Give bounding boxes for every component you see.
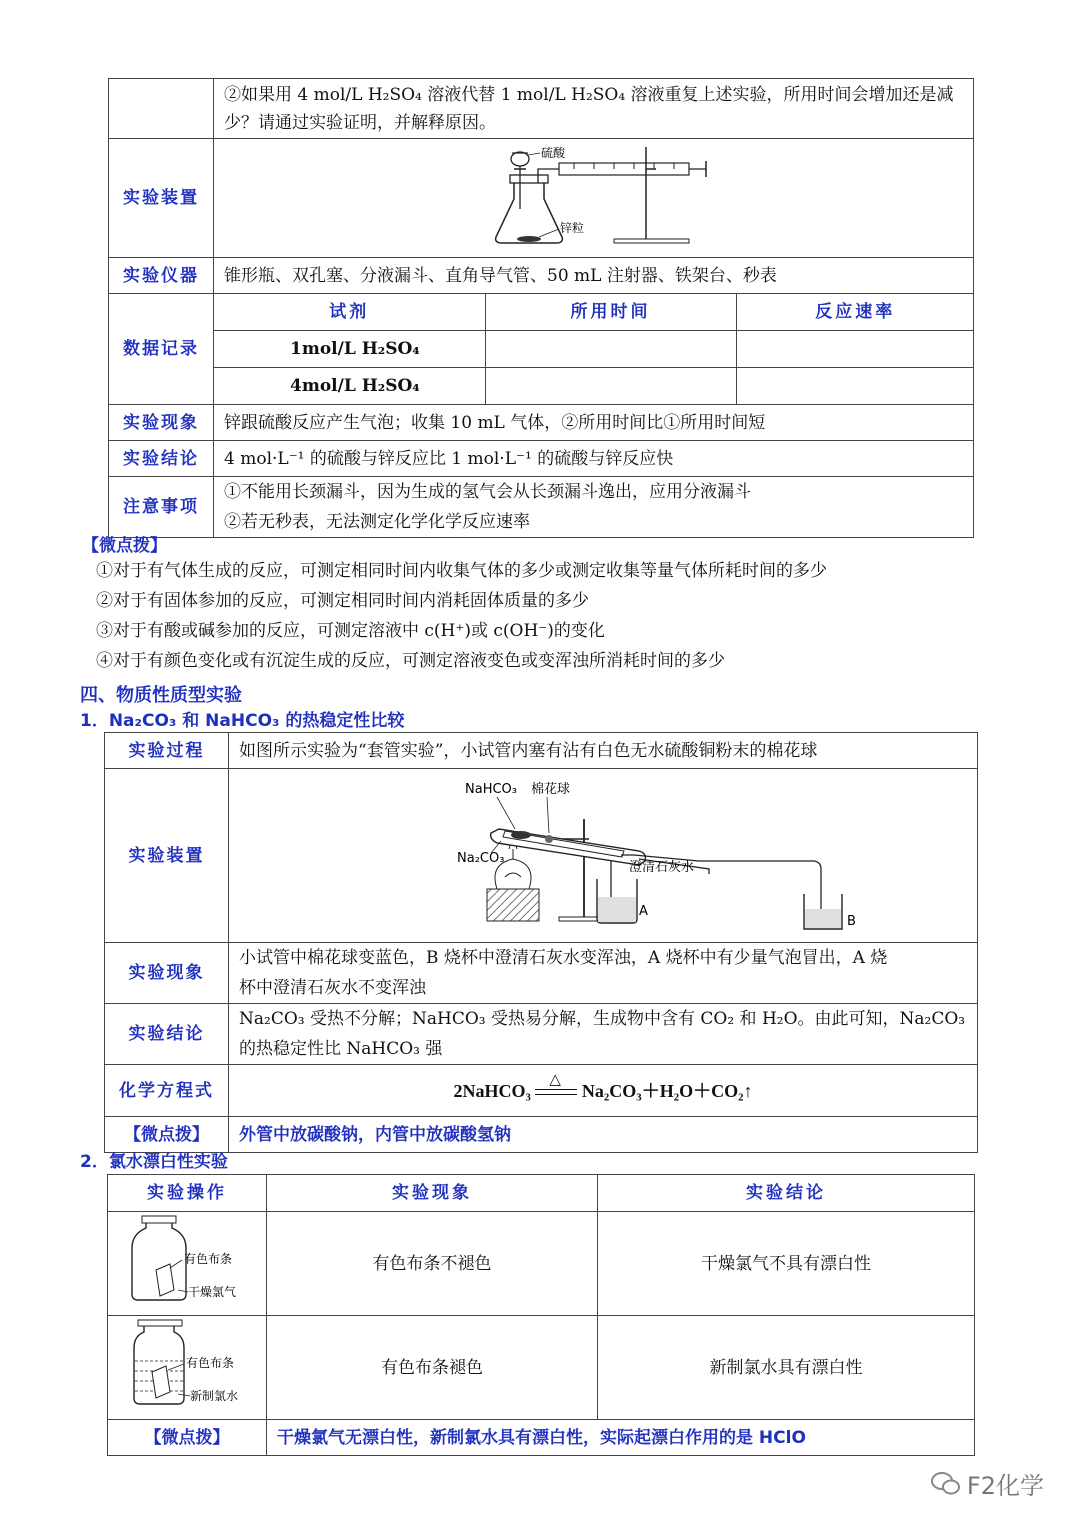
rate-1 (736, 330, 974, 367)
notes-label: 注意事项 (109, 477, 214, 538)
conclusion-label: 实验结论 (109, 441, 214, 477)
header-time: 所用时间 (485, 294, 736, 330)
instrument-label: 实验仪器 (109, 258, 214, 294)
reagent-1: 1mol/L H₂SO₄ (214, 330, 485, 367)
nested-tube-apparatus-figure (229, 769, 978, 932)
t2-conclusion-2: 新制氯水具有漂白性 (598, 1316, 975, 1420)
beaker-a-label: A (639, 904, 648, 919)
tip-1-title: 【微点拨】 (82, 536, 167, 556)
question-2-text: ②如果用 4 mol/L H₂SO₄ 溶液代替 1 mol/L H₂SO₄ 溶液重复上述实验，所用时间会增加还是减少？请通过实验证明，并解释原因。 (214, 79, 974, 139)
rate-2 (736, 367, 974, 404)
data-record-label: 数据记录 (109, 294, 214, 405)
conclusion-label-2: 实验结论 (105, 1004, 229, 1065)
conclusion-line-2: 的热稳定性比 NaHCO₃ 强 (239, 1039, 443, 1059)
device-figure-cell (214, 139, 974, 258)
tip-label-2: 【微点拨】 (105, 1117, 229, 1153)
reagent-2: 4mol/L H₂SO₄ (214, 367, 485, 404)
notes-cell (214, 477, 974, 538)
section-4-title: 四、物质性质型实验 (80, 685, 242, 706)
heat-condition: △ (549, 1072, 561, 1089)
phenomenon-cell-2 (229, 943, 978, 1004)
equation-arrow (535, 1072, 577, 1097)
cotton-label: 棉花球 (531, 782, 571, 797)
subsection-1-title: 1．Na₂CO₃ 和 NaHCO₃ 的热稳定性比较 (80, 711, 405, 731)
note-2: ②若无秒表，无法测定化学化学反应速率 (224, 512, 530, 532)
t2-conclusion-1: 干燥氯气不具有漂白性 (598, 1212, 975, 1316)
wechat-icon (931, 1471, 961, 1497)
tip-1-item-1: ①对于有气体生成的反应，可测定相同时间内收集气体的多少或测定收集等量气体所耗时间的多少 (96, 561, 827, 581)
phenomenon-line-2: 杯中澄清石灰水不变浑浊 (239, 978, 426, 998)
t2-header-phenomenon: 实验现象 (267, 1175, 598, 1212)
rate-experiment-table (108, 78, 974, 538)
tip-1-item-3: ③对于有酸或碱参加的反应，可测定溶液中 c(H⁺)或 c(OH⁻)的变化 (96, 621, 605, 641)
instrument-text: 锥形瓶、双孔塞、分液漏斗、直角导气管、50 mL 注射器、铁架台、秒表 (214, 258, 974, 294)
time-2 (485, 367, 736, 404)
watermark (931, 1466, 1044, 1501)
t2-header-operation: 实验操作 (108, 1175, 267, 1212)
water-label-2: 新制氯水 (190, 1389, 239, 1403)
zinc-acid-apparatus-figure (214, 139, 974, 247)
chlorine-water-bottle-figure (108, 1316, 267, 1409)
header-reagent: 试剂 (214, 294, 485, 330)
dry-chlorine-figure-cell (108, 1212, 267, 1316)
watermark-text: F2化学 (966, 1472, 1044, 1500)
t2-tip-text: 干燥氯气无漂白性，新制氯水具有漂白性，实际起漂白作用的是 HClO (267, 1420, 975, 1456)
phenomenon-label-2: 实验现象 (105, 943, 229, 1004)
strip-label-2: 有色布条 (186, 1356, 235, 1370)
tip-1-item-4: ④对于有颜色变化或有沉淀生成的反应，可测定溶液变色或变浑浊所消耗时间的多少 (96, 651, 725, 671)
device-label: 实验装置 (109, 139, 214, 258)
tip-1-item-2: ②对于有固体参加的反应，可测定相同时间内消耗固体质量的多少 (96, 591, 589, 611)
nahco3-label: NaHCO₃ (465, 782, 517, 797)
data-record-cell (214, 294, 974, 405)
t2-header-conclusion: 实验结论 (598, 1175, 975, 1212)
gas-label-1: 干燥氯气 (188, 1285, 237, 1299)
na2co3-label: Na₂CO₃ (457, 851, 505, 866)
equation-label: 化学方程式 (105, 1065, 229, 1117)
acid-label: 硫酸 (541, 146, 566, 160)
equation-left: 2NaHCO₃ (453, 1080, 531, 1101)
process-label: 实验过程 (105, 733, 229, 769)
phenomenon-line-1: 小试管中棉花球变蓝色，B 烧杯中澄清石灰水变浑浊，A 烧杯中有少量气泡冒出，A 烧 (239, 948, 888, 968)
t2-tip-label: 【微点拨】 (108, 1420, 267, 1456)
limewater-label: 澄清石灰水 (629, 860, 695, 875)
device-label-2: 实验装置 (105, 769, 229, 943)
conclusion-text: 4 mol·L⁻¹ 的硫酸与锌反应比 1 mol·L⁻¹ 的硫酸与锌反应快 (214, 441, 974, 477)
subsection-2-title: 2．氯水漂白性实验 (80, 1152, 228, 1172)
tip-text-2: 外管中放碳酸钠，内管中放碳酸氢钠 (229, 1117, 978, 1153)
equation-cell (229, 1065, 978, 1117)
phenomenon-text: 锌跟硫酸反应产生气泡；收集 10 mL 气体，②所用时间比①所用时间短 (214, 405, 974, 441)
time-1 (485, 330, 736, 367)
device-figure-cell-2 (229, 769, 978, 943)
strip-label-1: 有色布条 (184, 1252, 233, 1266)
process-text: 如图所示实验为“套管实验”，小试管内塞有沾有白色无水硫酸铜粉末的棉花球 (229, 733, 978, 769)
t2-phenomenon-2: 有色布条褪色 (267, 1316, 598, 1420)
zinc-label: 锌粒 (560, 221, 585, 235)
dry-chlorine-bottle-figure (108, 1212, 267, 1305)
conclusion-cell-2 (229, 1004, 978, 1065)
chlorine-bleaching-table (107, 1174, 975, 1456)
header-rate: 反应速率 (736, 294, 974, 330)
data-record-table (214, 294, 974, 404)
conclusion-line-1: Na₂CO₃ 受热不分解；NaHCO₃ 受热易分解，生成物中含有 CO₂ 和 H₂O。由此可知，Na₂CO₃ (239, 1009, 966, 1029)
equation-right: Na₂CO₃＋H₂O＋CO₂↑ (581, 1080, 753, 1101)
phenomenon-label: 实验现象 (109, 405, 214, 441)
beaker-b-label: B (847, 914, 856, 929)
chlorine-water-figure-cell (108, 1316, 267, 1420)
note-1: ①不能用长颈漏斗，因为生成的氢气会从长颈漏斗逸出，应用分液漏斗 (224, 482, 751, 502)
t2-phenomenon-1: 有色布条不褪色 (267, 1212, 598, 1316)
thermal-stability-table (104, 732, 978, 1153)
